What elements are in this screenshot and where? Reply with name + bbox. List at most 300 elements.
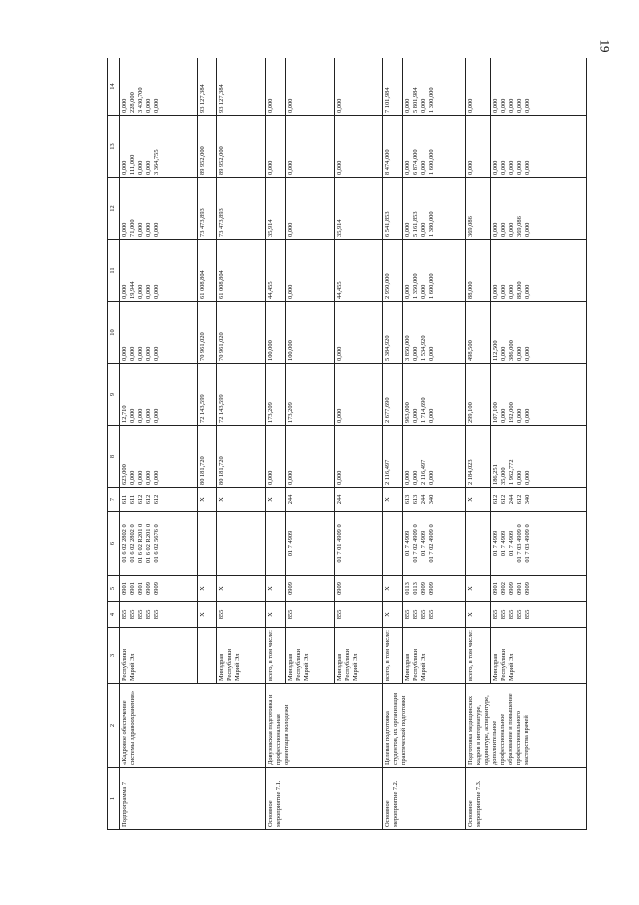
- amount-col-11: [383, 240, 403, 302]
- cell-value: X: [198, 586, 206, 591]
- cell-value: 01 6 02 R201 0: [137, 523, 144, 564]
- budget-code-c6: [285, 512, 334, 576]
- amount-col-12: [197, 178, 217, 240]
- amount-col-12: [285, 178, 334, 240]
- cell-value: 369,086: [467, 216, 475, 237]
- cell-value: 0909: [286, 582, 294, 595]
- cell-value: 186,251: [491, 464, 499, 485]
- cell-value: 6 541,853: [384, 211, 392, 237]
- cell-value: 0909: [523, 582, 531, 595]
- responsible-executor: Минздрав Республики Марий Эл: [285, 628, 334, 684]
- column-header-11: 11: [108, 240, 120, 302]
- amount-col-11: [120, 240, 198, 302]
- cell-value: X: [384, 497, 392, 502]
- cell-value: 0,000: [523, 284, 531, 299]
- cell-value: X: [384, 612, 392, 617]
- cell-value: X: [198, 497, 206, 502]
- budget-code-c5: [266, 576, 286, 602]
- amount-col-11: [217, 240, 266, 302]
- budget-code-c4: [466, 602, 491, 628]
- cell-value: 01 7 02 4909 0: [412, 524, 420, 563]
- cell-value: 0,000: [286, 470, 294, 485]
- cell-value: 173,209: [286, 402, 294, 423]
- cell-value: 01 6 02 R201 0: [145, 523, 152, 564]
- budget-code-c4: [285, 602, 334, 628]
- cell-value: 0,000: [145, 284, 152, 299]
- cell-value: 0909: [153, 582, 160, 595]
- cell-value: 855: [412, 609, 420, 620]
- budget-code-c7: [334, 488, 383, 512]
- cell-value: 7 101,984: [384, 87, 392, 113]
- cell-value: 01 7 4909: [404, 530, 412, 557]
- cell-value: 0,000: [286, 284, 294, 299]
- amount-col-13: [403, 116, 466, 178]
- amount-col-9: [285, 364, 334, 426]
- cell-value: 623,000: [121, 464, 128, 485]
- cell-value: 0,000: [267, 98, 275, 113]
- cell-value: 0,000: [523, 408, 531, 423]
- amount-col-13: [490, 116, 586, 178]
- cell-value: 3 430,700: [137, 87, 144, 113]
- cell-value: 5 801,984: [412, 87, 420, 113]
- budget-code-c4: [490, 602, 586, 628]
- cell-value: 0,000: [137, 408, 144, 423]
- amount-col-8: [334, 426, 383, 488]
- cell-value: 0,000: [267, 470, 275, 485]
- table-frame: [107, 58, 587, 830]
- amount-col-8: [490, 426, 586, 488]
- cell-value: 1 380,000: [428, 211, 436, 237]
- amount-col-12: [120, 178, 198, 240]
- column-header-4: 4: [108, 602, 120, 628]
- cell-value: 35,000: [499, 467, 507, 485]
- cell-value: 0,000: [523, 98, 531, 113]
- cell-value: 0,000: [420, 98, 428, 113]
- budget-code-c5: [334, 576, 383, 602]
- budget-code-c6: [383, 512, 403, 576]
- cell-value: 0,000: [491, 222, 499, 237]
- cell-value: 0,000: [286, 98, 294, 113]
- budget-code-c5: [383, 576, 403, 602]
- row-section-title: Основное мероприятие 7.2.: [383, 768, 466, 830]
- amount-col-10: [403, 302, 466, 364]
- budget-code-c6: [217, 512, 266, 576]
- budget-code-c6: [334, 512, 383, 576]
- cell-value: 73 473,893: [218, 208, 226, 237]
- cell-value: 5 384,920: [384, 335, 392, 361]
- cell-value: X: [267, 612, 275, 617]
- budget-code-c4: [403, 602, 466, 628]
- cell-value: 0,000: [412, 470, 420, 485]
- amount-col-14: [197, 58, 217, 116]
- cell-value: 0,000: [507, 160, 515, 175]
- cell-value: 0,000: [499, 160, 507, 175]
- cell-value: 0,000: [515, 98, 523, 113]
- amount-col-12: [266, 178, 286, 240]
- amount-col-14: [120, 58, 198, 116]
- cell-value: X: [267, 497, 275, 502]
- cell-value: 01 7 4909: [286, 530, 294, 557]
- cell-value: 0,000: [129, 470, 136, 485]
- cell-value: 0,000: [412, 408, 420, 423]
- budget-code-c6: [266, 512, 286, 576]
- cell-value: X: [467, 497, 475, 502]
- cell-value: 0,000: [335, 408, 343, 423]
- column-header-5: 5: [108, 576, 120, 602]
- cell-value: 0,000: [515, 408, 523, 423]
- cell-value: 0,000: [404, 98, 412, 113]
- cell-value: 855: [420, 609, 428, 620]
- row-description: Целевая подготовка студентов, их организация практической подготовки: [383, 684, 466, 768]
- rotated-page-content: [107, 58, 587, 830]
- cell-value: 0902: [499, 582, 507, 595]
- amount-col-10: [120, 302, 198, 364]
- cell-value: 0,000: [145, 346, 152, 361]
- cell-value: 35,914: [335, 219, 343, 237]
- cell-value: 19,944: [129, 281, 136, 299]
- column-header-10: 10: [108, 302, 120, 364]
- cell-value: 612: [491, 494, 499, 505]
- cell-value: 0,000: [412, 346, 420, 361]
- column-header-6: 6: [108, 512, 120, 576]
- row-description: Довузовская подготовка и профессиональная ориентация молодежи: [266, 684, 383, 768]
- table-row: [383, 58, 403, 830]
- cell-value: 0,000: [499, 346, 507, 361]
- row-section-title: Подпрограмма 7: [120, 768, 266, 830]
- cell-value: 612: [499, 494, 507, 505]
- cell-value: 3 850,000: [404, 335, 412, 361]
- cell-value: X: [267, 586, 275, 591]
- cell-value: 0,000: [428, 470, 436, 485]
- cell-value: 100,000: [286, 340, 294, 361]
- cell-value: [218, 514, 226, 573]
- amount-col-14: [403, 58, 466, 116]
- responsible-executor: всего, в том числе:: [266, 628, 286, 684]
- cell-value: 72 143,599: [198, 394, 206, 423]
- amount-col-11: [285, 240, 334, 302]
- cell-value: 0,000: [335, 160, 343, 175]
- cell-value: 228,000: [129, 92, 136, 113]
- cell-value: 369,086: [515, 216, 523, 237]
- cell-value: 44,455: [335, 281, 343, 299]
- responsible-executor: всего, в том числе:: [466, 628, 491, 684]
- cell-value: 0,000: [467, 160, 475, 175]
- cell-value: 01 7 01 4909 0: [335, 524, 343, 563]
- budget-code-c5: [285, 576, 334, 602]
- cell-value: 0,000: [467, 98, 475, 113]
- responsible-executor: Республики Марий Эл: [120, 628, 198, 684]
- cell-value: 0,000: [523, 160, 531, 175]
- cell-value: [267, 514, 275, 573]
- cell-value: 70 961,020: [198, 332, 206, 361]
- amount-col-13: [285, 116, 334, 178]
- amount-col-8: [266, 426, 286, 488]
- cell-value: 0,000: [420, 284, 428, 299]
- cell-value: 0,000: [499, 98, 507, 113]
- cell-value: 01 7 4909: [507, 530, 515, 557]
- cell-value: 0,000: [499, 284, 507, 299]
- amount-col-11: [466, 240, 491, 302]
- amount-col-12: [490, 178, 586, 240]
- cell-value: 855: [153, 609, 160, 620]
- cell-value: 855: [515, 609, 523, 620]
- cell-value: 613: [412, 494, 420, 505]
- row-section-title: Основное мероприятие 7.3.: [466, 768, 587, 830]
- cell-value: 613: [404, 494, 412, 505]
- amount-col-11: [403, 240, 466, 302]
- amount-col-8: [197, 426, 217, 488]
- cell-value: 0,000: [499, 222, 507, 237]
- cell-value: 0,000: [286, 222, 294, 237]
- budget-code-c6: [490, 512, 586, 576]
- cell-value: 35,914: [267, 219, 275, 237]
- column-header-14: 14: [108, 58, 120, 116]
- amount-col-12: [383, 178, 403, 240]
- cell-value: 0,000: [137, 222, 144, 237]
- budget-code-c4: [266, 602, 286, 628]
- cell-value: 0,000: [404, 160, 412, 175]
- amount-col-14: [383, 58, 403, 116]
- cell-value: 0,000: [129, 346, 136, 361]
- amount-col-10: [285, 302, 334, 364]
- budget-code-c7: [217, 488, 266, 512]
- cell-value: 6 874,000: [412, 149, 420, 175]
- amount-col-10: [466, 302, 491, 364]
- cell-value: 612: [145, 494, 152, 505]
- cell-value: 0,000: [515, 160, 523, 175]
- cell-value: 0901: [491, 582, 499, 595]
- amount-col-13: [266, 116, 286, 178]
- cell-value: 2 950,000: [384, 273, 392, 299]
- table-row: [466, 58, 491, 830]
- budget-code-c6: [403, 512, 466, 576]
- budget-code-c5: [466, 576, 491, 602]
- amount-col-13: [334, 116, 383, 178]
- amount-col-11: [197, 240, 217, 302]
- cell-value: 855: [218, 609, 226, 620]
- cell-value: 80 181,720: [198, 456, 206, 485]
- cell-value: 0,000: [515, 470, 523, 485]
- cell-value: 855: [335, 609, 343, 620]
- cell-value: 0,000: [153, 346, 160, 361]
- cell-value: 88,000: [515, 281, 523, 299]
- cell-value: 112,500: [491, 340, 499, 361]
- budget-code-c7: [285, 488, 334, 512]
- amount-col-10: [266, 302, 286, 364]
- cell-value: 0,000: [153, 408, 160, 423]
- cell-value: 340: [428, 494, 436, 505]
- cell-value: X: [218, 586, 226, 591]
- amount-col-9: [120, 364, 198, 426]
- cell-value: 0,000: [499, 408, 507, 423]
- cell-value: 0909: [428, 582, 436, 595]
- cell-value: 855: [404, 609, 412, 620]
- cell-value: 1 300,000: [428, 87, 436, 113]
- cell-value: 80 181,720: [218, 456, 226, 485]
- amount-col-9: [334, 364, 383, 426]
- cell-value: 0,000: [145, 408, 152, 423]
- cell-value: 855: [428, 609, 436, 620]
- cell-value: 0901: [137, 582, 144, 595]
- amount-col-9: [197, 364, 217, 426]
- cell-value: 0,000: [428, 408, 436, 423]
- cell-value: 01 6 02 5676 0: [153, 524, 160, 563]
- cell-value: 0,000: [145, 160, 152, 175]
- amount-col-8: [217, 426, 266, 488]
- column-header-7: 7: [108, 488, 120, 512]
- cell-value: 0,000: [335, 98, 343, 113]
- amount-col-14: [266, 58, 286, 116]
- amount-col-9: [383, 364, 403, 426]
- cell-value: 1 600,000: [428, 149, 436, 175]
- responsible-executor: Минздрав Республики Марий Эл: [403, 628, 466, 684]
- cell-value: 1 534,920: [420, 335, 428, 361]
- cell-value: 855: [507, 609, 515, 620]
- amount-col-11: [334, 240, 383, 302]
- cell-value: 0909: [145, 582, 152, 595]
- budget-code-c7: [197, 488, 217, 512]
- cell-value: 855: [499, 609, 507, 620]
- responsible-executor: [197, 628, 217, 684]
- cell-value: 100,000: [267, 340, 275, 361]
- cell-value: 01 7 03 4909 0: [515, 524, 523, 563]
- cell-value: 3 364,755: [153, 149, 160, 175]
- amount-col-9: [266, 364, 286, 426]
- cell-value: 0,000: [404, 470, 412, 485]
- amount-col-9: [403, 364, 466, 426]
- cell-value: 0,000: [335, 470, 343, 485]
- responsible-executor: Минздрав Республики Марий Эл: [490, 628, 586, 684]
- budget-code-c4: [383, 602, 403, 628]
- cell-value: 61 008,804: [218, 270, 226, 299]
- cell-value: 0,000: [267, 160, 275, 175]
- cell-value: 192,000: [507, 402, 515, 423]
- column-header-12: 12: [108, 178, 120, 240]
- budget-code-c6: [120, 512, 198, 576]
- cell-value: 855: [137, 609, 144, 620]
- amount-col-13: [383, 116, 403, 178]
- amount-col-12: [403, 178, 466, 240]
- cell-value: X: [198, 612, 206, 617]
- cell-value: 01 6 02 2802 0: [129, 524, 136, 563]
- table-body: [120, 58, 587, 830]
- cell-value: 89 952,000: [218, 146, 226, 175]
- cell-value: X: [384, 586, 392, 591]
- cell-value: 0,000: [523, 470, 531, 485]
- cell-value: 855: [121, 609, 128, 620]
- cell-value: 88,000: [467, 281, 475, 299]
- budget-table: [107, 58, 587, 830]
- responsible-executor: всего, в том числе:: [383, 628, 403, 684]
- amount-col-10: [197, 302, 217, 364]
- budget-code-c7: [266, 488, 286, 512]
- cell-value: 0909: [420, 582, 428, 595]
- cell-value: 71,000: [129, 219, 136, 237]
- amount-col-14: [285, 58, 334, 116]
- row-description: Подготовка медицинских кадров в интернатуре, ординатуре, аспирантуре, дополнительное профессиональное образование и повышение профессионального мастерства врачей: [466, 684, 587, 768]
- cell-value: 0901: [129, 582, 136, 595]
- cell-value: 0,000: [404, 284, 412, 299]
- cell-value: 244: [335, 494, 343, 505]
- cell-value: 0,000: [137, 470, 144, 485]
- cell-value: 612: [153, 494, 160, 505]
- budget-code-c7: [490, 488, 586, 512]
- cell-value: 0,000: [145, 222, 152, 237]
- responsible-executor: Минздрав Республики Марий Эл: [334, 628, 383, 684]
- cell-value: 498,500: [467, 340, 475, 361]
- responsible-executor: Минздрав Республики Марий Эл: [217, 628, 266, 684]
- cell-value: 0,000: [523, 222, 531, 237]
- column-header-2: 2: [108, 684, 120, 768]
- budget-code-c5: [197, 576, 217, 602]
- cell-value: 612: [515, 494, 523, 505]
- cell-value: 0909: [335, 582, 343, 595]
- amount-col-12: [334, 178, 383, 240]
- amount-col-10: [334, 302, 383, 364]
- cell-value: [199, 514, 207, 573]
- cell-value: 0,000: [121, 346, 128, 361]
- amount-col-8: [285, 426, 334, 488]
- cell-value: 0,000: [523, 346, 531, 361]
- column-header-9: 9: [108, 364, 120, 426]
- amount-col-8: [403, 426, 466, 488]
- budget-code-c5: [217, 576, 266, 602]
- cell-value: 5 161,853: [412, 211, 420, 237]
- budget-code-c7: [120, 488, 198, 512]
- budget-code-c4: [120, 602, 198, 628]
- cell-value: 01 7 4909: [499, 530, 507, 557]
- cell-value: 386,000: [507, 340, 515, 361]
- cell-value: 855: [286, 609, 294, 620]
- cell-value: 963,000: [404, 402, 412, 423]
- cell-value: 1 962,772: [507, 459, 515, 485]
- page-number: 19: [597, 39, 613, 53]
- cell-value: [467, 514, 475, 573]
- cell-value: 855: [145, 609, 152, 620]
- cell-value: 0,000: [145, 470, 152, 485]
- budget-code-c5: [403, 576, 466, 602]
- amount-col-11: [490, 240, 586, 302]
- budget-code-c5: [490, 576, 586, 602]
- cell-value: 1 600,000: [428, 273, 436, 299]
- amount-col-8: [120, 426, 198, 488]
- column-header-3: 3: [108, 628, 120, 684]
- cell-value: 0,000: [491, 160, 499, 175]
- cell-value: 0901: [121, 582, 128, 595]
- cell-value: 12,710: [121, 405, 128, 423]
- cell-value: 0,000: [137, 346, 144, 361]
- cell-value: 0,000: [491, 98, 499, 113]
- budget-code-c4: [217, 602, 266, 628]
- table-row: [266, 58, 286, 830]
- budget-code-c7: [383, 488, 403, 512]
- cell-value: 61 008,804: [198, 270, 206, 299]
- cell-value: 611: [121, 494, 128, 505]
- cell-value: 244: [420, 494, 428, 505]
- cell-value: 0,000: [153, 470, 160, 485]
- cell-value: 0,000: [121, 98, 128, 113]
- cell-value: 0113: [404, 582, 412, 595]
- cell-value: 0,000: [121, 160, 128, 175]
- amount-col-8: [466, 426, 491, 488]
- cell-value: 855: [523, 609, 531, 620]
- budget-code-c4: [197, 602, 217, 628]
- budget-code-c6: [466, 512, 491, 576]
- cell-value: 01 6 02 2802 0: [121, 524, 128, 563]
- cell-value: X: [467, 586, 475, 591]
- cell-value: 0,000: [137, 284, 144, 299]
- amount-col-9: [466, 364, 491, 426]
